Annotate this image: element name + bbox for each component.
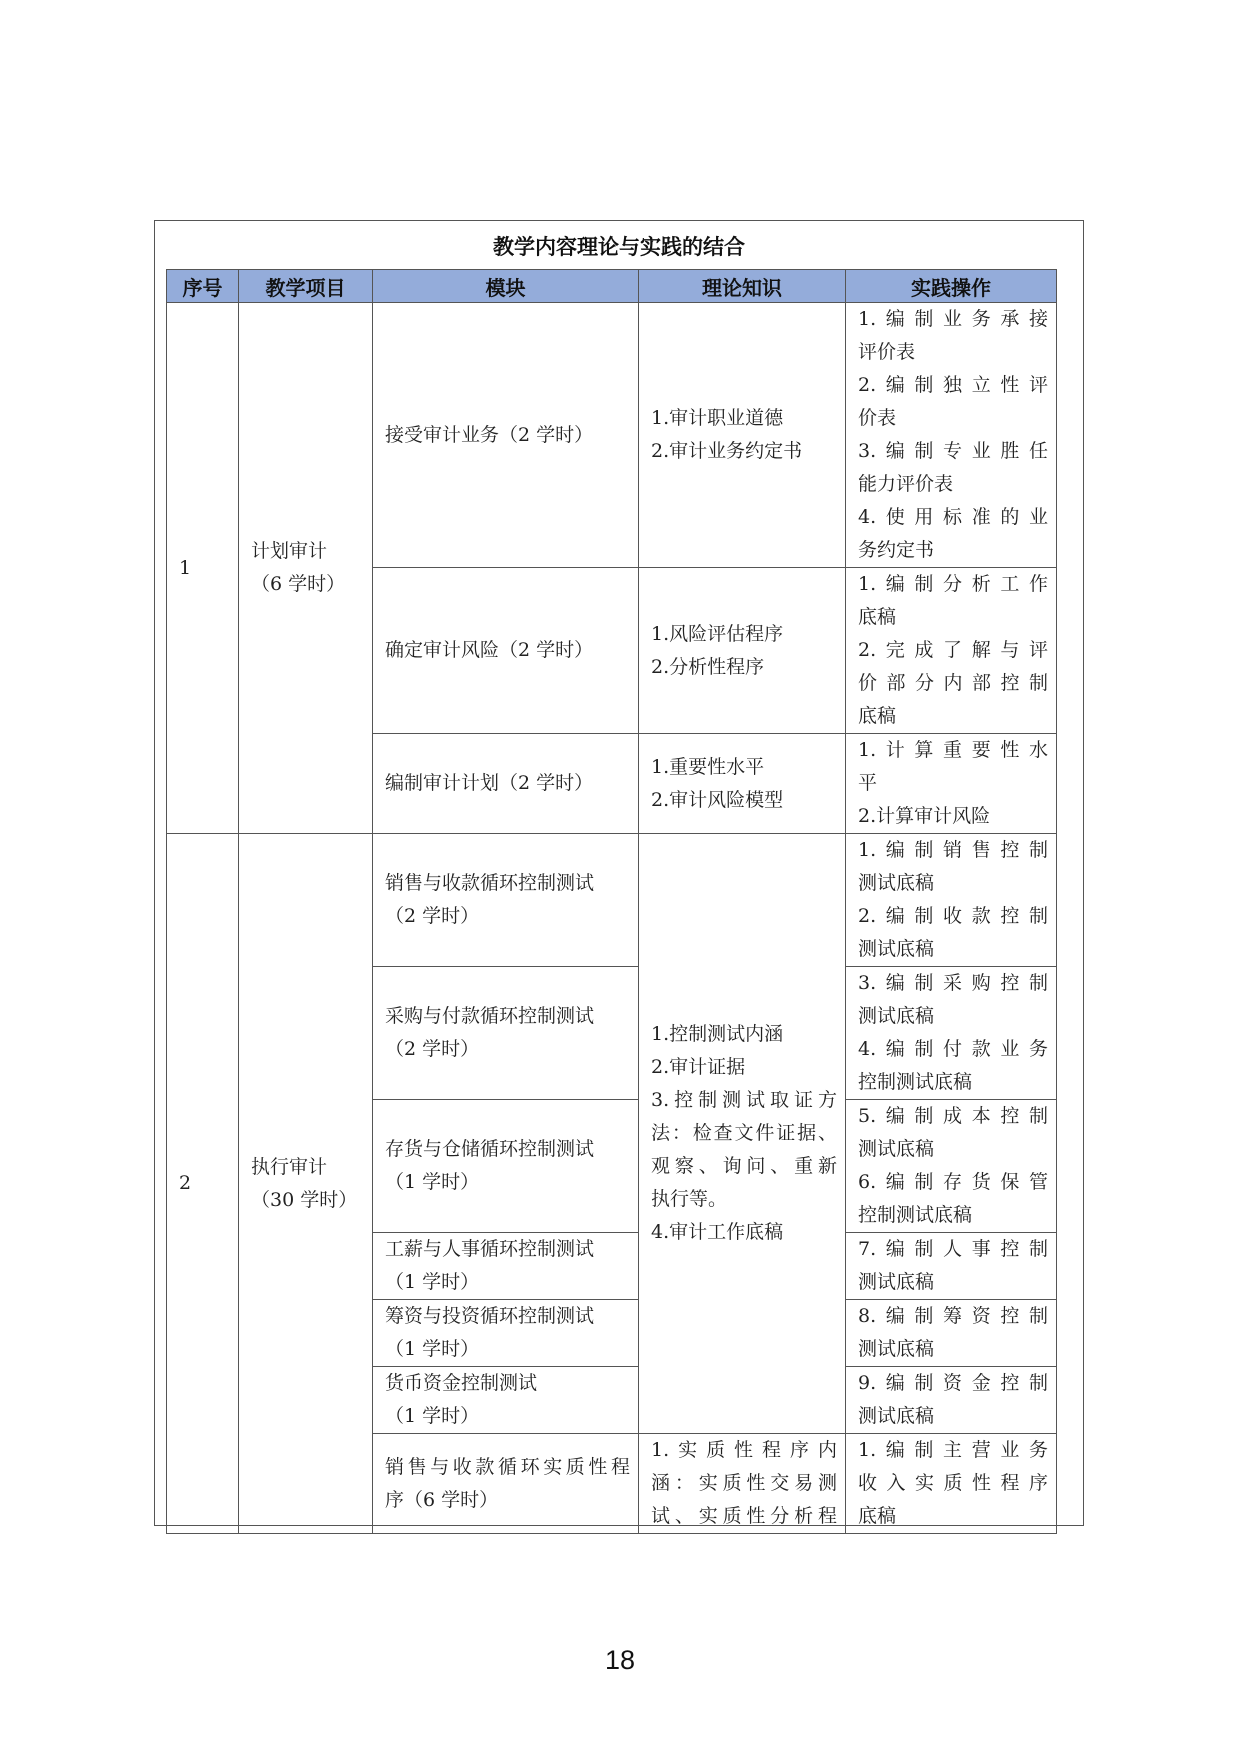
practice-text: 9.编制资金控制 — [858, 1372, 1048, 1394]
practice-text: 控制测试底稿 — [858, 1204, 973, 1226]
practice-text: 底稿 — [858, 705, 897, 727]
theory-text: 2.审计证据 — [651, 1056, 746, 1078]
header-index: 序号 — [167, 270, 239, 303]
theory-text: 2.审计风险模型 — [651, 788, 784, 811]
group2-project — [239, 834, 373, 1534]
group1-project-line: 计划审计 — [251, 540, 328, 562]
module-cell — [373, 1233, 639, 1300]
practice-text: 1.编制销售控制 — [858, 839, 1048, 861]
practice-text: 测试底稿 — [858, 1005, 935, 1027]
table-title: 教学内容理论与实践的结合 — [493, 235, 745, 259]
module-text: （2 学时） — [385, 1038, 480, 1060]
practice-text: 8.编制筹资控制 — [858, 1305, 1048, 1327]
module-cell — [373, 1100, 639, 1233]
module-cell — [373, 834, 639, 967]
practice-text: 2.编制独立性评 — [858, 374, 1048, 396]
theory-cell — [639, 734, 846, 834]
practice-text: 底稿 — [858, 606, 897, 628]
shared-theory-cell — [639, 834, 846, 1434]
practice-text: 测试底稿 — [858, 938, 935, 960]
header-module: 模块 — [373, 270, 639, 303]
theory-cell — [639, 303, 846, 568]
theory-text: 1.控制测试内涵 — [651, 1023, 784, 1045]
practice-cell — [846, 1300, 1057, 1367]
theory-cell — [639, 568, 846, 734]
practice-cell — [846, 303, 1057, 568]
theory-cell — [639, 1434, 846, 1534]
practice-text: 5.编制成本控制 — [858, 1105, 1048, 1127]
header-project: 教学项目 — [239, 270, 373, 303]
module-cell — [373, 568, 639, 734]
module-cell — [373, 1367, 639, 1434]
practice-text: 1.编制主营业务 — [858, 1439, 1048, 1461]
module-text: 接受审计业务（2 学时） — [385, 423, 594, 446]
practice-text: 价表 — [858, 407, 897, 429]
practice-text: 能力评价表 — [858, 473, 954, 495]
practice-cell — [846, 967, 1057, 1100]
practice-text: 3.编制专业胜任 — [858, 440, 1048, 462]
module-text: 采购与付款循环控制测试 — [385, 1005, 595, 1027]
page-number: 18 — [604, 1645, 636, 1675]
document-frame — [154, 220, 1084, 1526]
table-row — [167, 303, 1057, 568]
practice-cell — [846, 734, 1057, 834]
group1-project-line: （6 学时） — [251, 573, 346, 595]
module-text: （1 学时） — [385, 1171, 480, 1193]
practice-text: 底稿 — [858, 1505, 897, 1527]
practice-text: 7.编制人事控制 — [858, 1238, 1048, 1260]
module-cell — [373, 967, 639, 1100]
module-text: （2 学时） — [385, 905, 480, 927]
theory-text: 4.审计工作底稿 — [651, 1221, 784, 1243]
module-cell — [373, 734, 639, 834]
theory-text: 试、实质性分析程 — [651, 1505, 837, 1527]
practice-text: 测试底稿 — [858, 1138, 935, 1160]
module-text: 编制审计计划（2 学时） — [385, 772, 594, 794]
practice-text: 测试底稿 — [858, 1338, 935, 1360]
theory-text: 3.控制测试取证方 — [651, 1089, 837, 1111]
practice-text: 2.计算审计风险 — [858, 805, 991, 827]
practice-cell — [846, 834, 1057, 967]
module-cell — [373, 1434, 639, 1534]
course-content-table — [166, 269, 1057, 1534]
practice-text: 4.使用标准的业 — [858, 506, 1048, 528]
theory-text: 涵：实质性交易测 — [651, 1472, 837, 1494]
practice-text: 平 — [858, 772, 878, 794]
theory-text: 观察、询问、重新 — [651, 1155, 837, 1177]
practice-text: 价部分内部控制 — [858, 672, 1048, 694]
module-text: （1 学时） — [385, 1338, 480, 1360]
practice-text: 1.编制业务承接 — [858, 308, 1048, 330]
practice-cell — [846, 568, 1057, 734]
group1-index: 1 — [167, 303, 239, 834]
theory-text: 2.审计业务约定书 — [651, 440, 803, 462]
practice-text: 测试底稿 — [858, 872, 935, 894]
module-text: 销售与收款循环实质性程 — [385, 1455, 630, 1478]
practice-text: 测试底稿 — [858, 1405, 935, 1427]
group1-project — [239, 303, 373, 834]
module-text: （1 学时） — [385, 1405, 480, 1427]
module-text: 确定审计风险（2 学时） — [385, 639, 594, 661]
practice-cell — [846, 1434, 1057, 1534]
practice-text: 务约定书 — [858, 539, 935, 561]
practice-cell — [846, 1100, 1057, 1233]
practice-text: 1.编制分析工作 — [858, 573, 1048, 595]
theory-text: 1.审计职业道德 — [651, 407, 784, 429]
theory-text: 1.重要性水平 — [651, 755, 765, 778]
module-text: 工薪与人事循环控制测试 — [385, 1238, 595, 1260]
module-text: 货币资金控制测试 — [385, 1372, 538, 1394]
module-cell — [373, 303, 639, 568]
practice-text: 测试底稿 — [858, 1271, 935, 1293]
practice-text: 2.完成了解与评 — [858, 639, 1048, 661]
practice-text: 控制测试底稿 — [858, 1071, 973, 1093]
theory-text: 2.分析性程序 — [651, 655, 765, 678]
practice-cell — [846, 1367, 1057, 1434]
theory-text: 1.实质性程序内 — [651, 1439, 837, 1461]
practice-text: 收入实质性程序 — [858, 1472, 1048, 1494]
group2-project-line: （30 学时） — [251, 1188, 358, 1211]
header-practice: 实践操作 — [846, 270, 1057, 303]
practice-text: 3.编制采购控制 — [858, 972, 1048, 994]
theory-text: 1.风险评估程序 — [651, 622, 784, 645]
module-text: 筹资与投资循环控制测试 — [385, 1305, 595, 1327]
table-row — [167, 834, 1057, 967]
module-text: 销售与收款循环控制测试 — [385, 872, 595, 894]
module-text: （1 学时） — [385, 1271, 480, 1293]
group2-project-line: 执行审计 — [251, 1155, 328, 1178]
theory-text: 执行等。 — [651, 1188, 728, 1210]
practice-text: 1.计算重要性水 — [858, 739, 1048, 761]
module-text: 序（6 学时） — [385, 1488, 499, 1511]
practice-text: 评价表 — [858, 341, 916, 363]
group2-index: 2 — [167, 834, 239, 1534]
theory-text: 法：检查文件证据、 — [651, 1122, 837, 1144]
module-cell — [373, 1300, 639, 1367]
practice-cell — [846, 1233, 1057, 1300]
practice-text: 6.编制存货保管 — [858, 1171, 1048, 1193]
module-text: 存货与仓储循环控制测试 — [385, 1138, 595, 1160]
practice-text: 4.编制付款业务 — [858, 1038, 1048, 1060]
header-row — [167, 270, 1057, 303]
practice-text: 2.编制收款控制 — [858, 905, 1048, 927]
header-theory: 理论知识 — [639, 270, 846, 303]
